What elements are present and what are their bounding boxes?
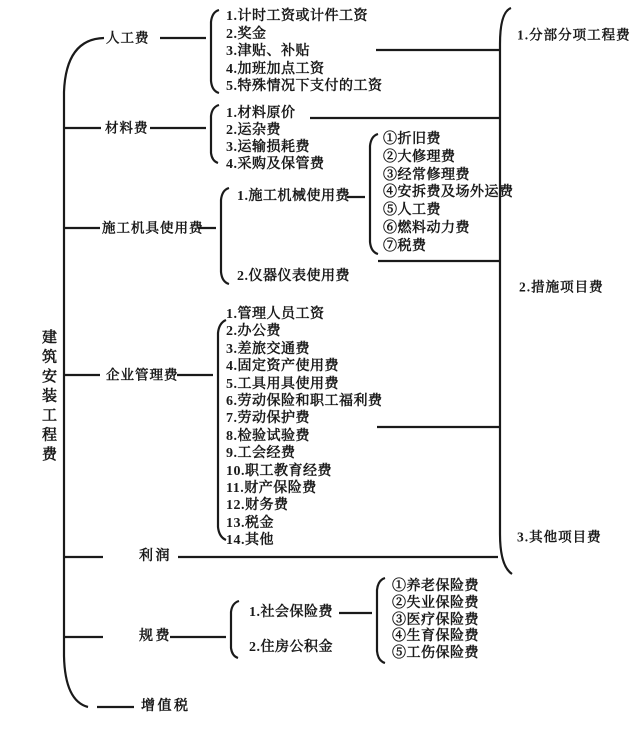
tree-item: 8.检验试验费 xyxy=(226,428,310,444)
tree-item: 3.运输损耗费 xyxy=(226,140,310,155)
right-group-2-label: 2.措施项目费 xyxy=(519,279,604,295)
tree-item: ④生育保险费 xyxy=(392,629,479,645)
right-bracket xyxy=(500,8,512,574)
right-group-1-label: 1.分部分项工程费 xyxy=(517,27,631,43)
tree-item: ⑦税费 xyxy=(383,238,427,254)
tree-item: ③经常修理费 xyxy=(383,167,470,183)
tree-item: ②失业保险费 xyxy=(392,595,479,611)
tree-item: 5.特殊情况下支付的工资 xyxy=(226,79,383,94)
tree-item: 13.税金 xyxy=(226,515,274,531)
brace-management xyxy=(218,320,226,540)
root-label: 建筑安装工程费 xyxy=(40,329,56,466)
brace-social-sub xyxy=(377,578,385,663)
tree-item: 2.运杂费 xyxy=(226,123,281,138)
material-children-list xyxy=(226,105,325,173)
tree-item: ⑤工伤保险费 xyxy=(392,646,479,662)
brace-fees xyxy=(231,601,239,658)
branch-material-label: 材料费 xyxy=(105,120,149,136)
tree-item: 11.财产保险费 xyxy=(226,481,317,497)
machinery-child-instrument: 2.仪器仪表使用费 xyxy=(237,269,350,284)
tree-item: 5.工具用具使用费 xyxy=(226,376,339,392)
tree-item: 4.加班加点工资 xyxy=(226,61,325,77)
branch-fees-label: 规费 xyxy=(139,629,172,644)
tree-item: 12.财务费 xyxy=(226,498,289,514)
tree-item: 1.管理人员工资 xyxy=(226,307,325,322)
tree-item: ⑤人工费 xyxy=(383,203,441,219)
tree-item: ①折旧费 xyxy=(383,132,441,147)
right-group-3-label: 3.其他项目费 xyxy=(517,529,602,545)
branch-machinery-label: 施工机具使用费 xyxy=(102,220,204,236)
tree-item: 3.差旅交通费 xyxy=(226,341,310,357)
management-children-list xyxy=(226,306,383,550)
tree-item: 6.劳动保险和职工福利费 xyxy=(226,394,383,410)
labor-children-list xyxy=(226,8,383,96)
tree-item: 2.办公费 xyxy=(226,324,281,340)
tree-item: 10.职工教育经费 xyxy=(226,463,332,479)
branch-vat-label: 增值税 xyxy=(141,699,191,714)
tree-item: ②大修理费 xyxy=(383,149,456,165)
tree-item: 4.固定资产使用费 xyxy=(226,359,339,375)
brace-material xyxy=(211,105,219,163)
brace-machinery xyxy=(221,188,229,284)
machinery-child-machine: 1.施工机械使用费 xyxy=(237,189,350,204)
tree-item: 3.津贴、补贴 xyxy=(226,44,310,59)
brace-machine-sub xyxy=(370,134,378,254)
machine-sub-list xyxy=(383,131,514,256)
tree-item: ①养老保险费 xyxy=(392,579,479,594)
tree-item: ⑥燃料动力费 xyxy=(383,220,470,236)
social-sub-list xyxy=(392,579,479,663)
fees-child-social: 1.社会保险费 xyxy=(249,605,333,620)
tree-item: 14.其他 xyxy=(226,533,274,549)
tree-item: ③医疗保险费 xyxy=(392,612,479,628)
branch-labor-label: 人工费 xyxy=(106,30,150,46)
brace-labor xyxy=(211,10,219,93)
branch-profit-label: 利润 xyxy=(139,549,172,564)
tree-item: 2.奖金 xyxy=(226,26,267,42)
tree-item: 1.材料原价 xyxy=(226,106,296,121)
tree-item: 9.工会经费 xyxy=(226,446,296,462)
branch-management-label: 企业管理费 xyxy=(106,367,179,383)
tree-item: ④安拆费及场外运费 xyxy=(383,185,514,201)
tree-item: 7.劳动保护费 xyxy=(226,411,310,427)
tree-item: 4.采购及保管费 xyxy=(226,157,325,172)
trunk-line xyxy=(64,38,104,707)
tree-item: 1.计时工资或计件工资 xyxy=(226,9,368,24)
fees-child-housing: 2.住房公积金 xyxy=(249,640,333,655)
